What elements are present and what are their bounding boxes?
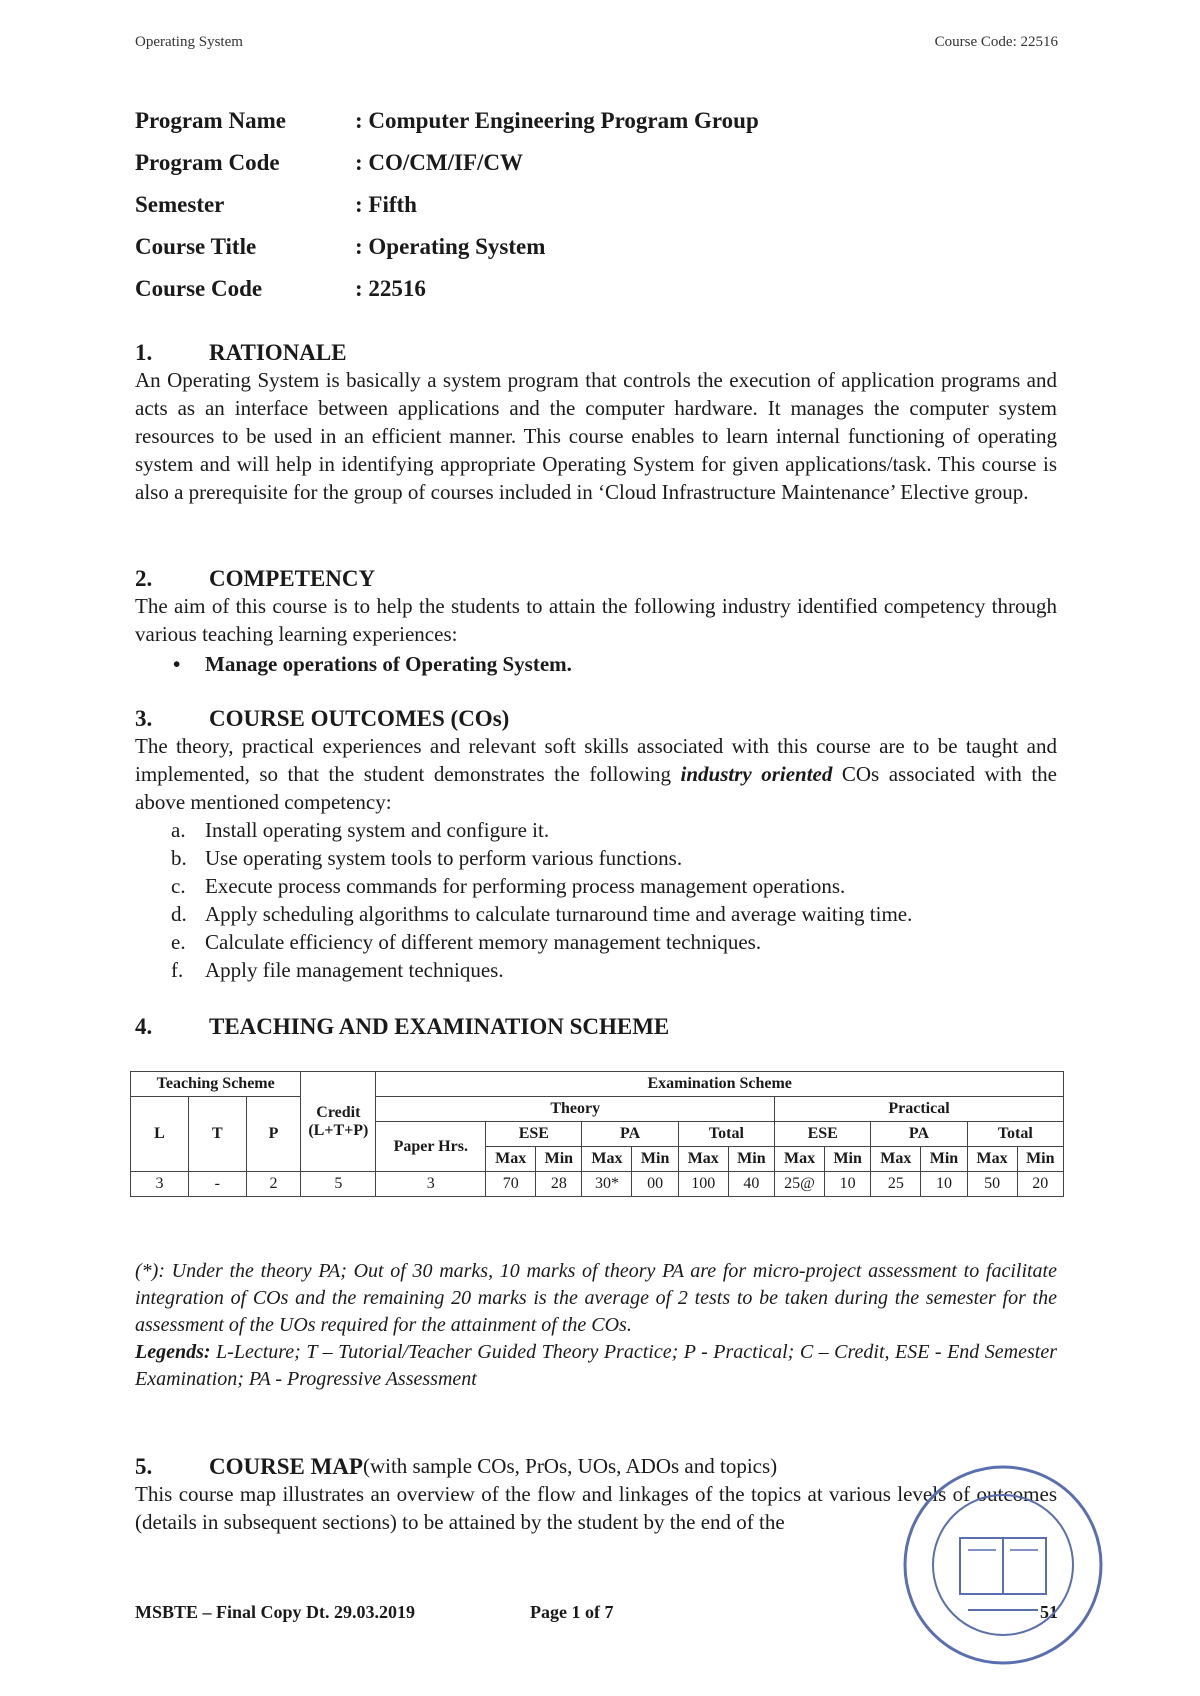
table-cell: 20 bbox=[1017, 1172, 1063, 1197]
table-cell: 10 bbox=[825, 1172, 871, 1197]
section-title: COMPETENCY bbox=[209, 566, 376, 591]
min-header: Min bbox=[632, 1147, 678, 1172]
min-header: Min bbox=[728, 1147, 774, 1172]
item-text: Apply scheduling algorithms to calculate turnaround time and average waiting time. bbox=[205, 902, 913, 926]
legends bbox=[135, 1339, 1057, 1393]
info-label: Course Title bbox=[135, 234, 257, 259]
item-text: Apply file management techniques. bbox=[205, 958, 504, 982]
footer-sheet-number: 51 bbox=[1040, 1602, 1058, 1622]
theory-ese-header: ESE bbox=[486, 1122, 582, 1147]
table-cell: 00 bbox=[632, 1172, 678, 1197]
list-item bbox=[171, 844, 1057, 872]
table-cell: 3 bbox=[376, 1172, 486, 1197]
section-title: COURSE OUTCOMES (COs) bbox=[209, 706, 510, 731]
legends-label: Legends: bbox=[135, 1341, 211, 1363]
section-title: RATIONALE bbox=[209, 340, 347, 365]
list-item bbox=[171, 928, 1057, 956]
scheme-notes bbox=[135, 1258, 1057, 1393]
competency-bullet bbox=[173, 652, 1057, 677]
item-text: Install operating system and configure it. bbox=[205, 818, 550, 842]
section-scheme-heading bbox=[135, 1014, 1057, 1040]
section-heading bbox=[135, 1014, 1057, 1040]
info-value: : CO/CM/IF/CW bbox=[355, 150, 524, 175]
info-row-program-name bbox=[135, 100, 759, 142]
section-number: 1. bbox=[135, 340, 153, 365]
board-seal-icon bbox=[898, 1460, 1108, 1670]
max-header: Max bbox=[967, 1147, 1017, 1172]
item-letter: a. bbox=[171, 818, 186, 842]
info-label: Program Name bbox=[135, 108, 286, 133]
paper-hrs-header: Paper Hrs. bbox=[376, 1122, 486, 1172]
teaching-scheme-header: Teaching Scheme bbox=[131, 1072, 301, 1097]
running-header-right: Course Code: 22516 bbox=[934, 34, 1058, 50]
outcomes-list bbox=[135, 816, 1057, 984]
outcomes-intro bbox=[135, 732, 1057, 816]
table-cell: 70 bbox=[486, 1172, 536, 1197]
item-letter: f. bbox=[171, 958, 184, 982]
table-cell: 10 bbox=[921, 1172, 967, 1197]
section-heading bbox=[135, 706, 1057, 732]
section-title-suffix: (with sample COs, PrOs, UOs, ADOs and topics) bbox=[362, 1454, 778, 1478]
section-course-outcomes bbox=[135, 706, 1057, 984]
min-header: Min bbox=[536, 1147, 582, 1172]
max-header: Max bbox=[486, 1147, 536, 1172]
item-letter: c. bbox=[171, 874, 186, 898]
info-row-semester bbox=[135, 184, 759, 226]
info-label: Program Code bbox=[135, 150, 280, 175]
l-header: L bbox=[131, 1097, 189, 1172]
list-item bbox=[171, 872, 1057, 900]
section-number: 4. bbox=[135, 1014, 153, 1039]
section-rationale bbox=[135, 340, 1057, 506]
table-cell: 2 bbox=[246, 1172, 301, 1197]
min-header: Min bbox=[921, 1147, 967, 1172]
table-cell: 25@ bbox=[775, 1172, 825, 1197]
legends-text: L-Lecture; T – Tutorial/Teacher Guided Theory Practice; P - Practical; C – Credit, ESE - End Semester Examination; PA - Progressive Assessment bbox=[135, 1341, 1057, 1390]
max-header: Max bbox=[775, 1147, 825, 1172]
section-heading bbox=[135, 566, 1057, 592]
info-row-course-code bbox=[135, 268, 759, 310]
section-number: 3. bbox=[135, 706, 153, 731]
info-row-program-code bbox=[135, 142, 759, 184]
table-cell: 5 bbox=[301, 1172, 376, 1197]
practical-header: Practical bbox=[775, 1097, 1064, 1122]
credit-header: Credit (L+T+P) bbox=[301, 1072, 376, 1172]
list-item bbox=[171, 900, 1057, 928]
item-letter: d. bbox=[171, 902, 187, 926]
info-row-course-title bbox=[135, 226, 759, 268]
competency-text: The aim of this course is to help the students to attain the following industry identified competency through various teaching learning experiences: bbox=[135, 594, 1057, 646]
info-label: Semester bbox=[135, 192, 225, 217]
max-header: Max bbox=[871, 1147, 921, 1172]
outcomes-intro-after: COs associated with the above mentioned competency: bbox=[135, 762, 1057, 814]
bullet-icon: • bbox=[173, 652, 181, 676]
list-item bbox=[171, 816, 1057, 844]
list-item bbox=[171, 956, 1057, 984]
table-cell: 50 bbox=[967, 1172, 1017, 1197]
table-cell: 25 bbox=[871, 1172, 921, 1197]
p-header: P bbox=[246, 1097, 301, 1172]
t-header: T bbox=[188, 1097, 246, 1172]
theory-total-header: Total bbox=[678, 1122, 774, 1147]
item-letter: b. bbox=[171, 846, 187, 870]
table-row bbox=[131, 1172, 1064, 1197]
course-map-text: This course map illustrates an overview of the flow and linkages of the topics at various levels of outcomes (details in subsequent sections) to be attained by the student by the end of the bbox=[135, 1482, 1057, 1534]
exam-scheme-header: Examination Scheme bbox=[376, 1072, 1064, 1097]
item-text: Calculate efficiency of different memory management techniques. bbox=[205, 930, 762, 954]
table-cell: 28 bbox=[536, 1172, 582, 1197]
item-text: Execute process commands for performing process management operations. bbox=[205, 874, 846, 898]
theory-header: Theory bbox=[376, 1097, 775, 1122]
info-value: : Computer Engineering Program Group bbox=[355, 108, 759, 133]
table-cell: 3 bbox=[131, 1172, 189, 1197]
info-label: Course Code bbox=[135, 276, 263, 301]
info-value: : 22516 bbox=[355, 276, 426, 301]
table-cell: 30* bbox=[582, 1172, 632, 1197]
theory-pa-header: PA bbox=[582, 1122, 678, 1147]
section-competency bbox=[135, 566, 1057, 677]
section-title: TEACHING AND EXAMINATION SCHEME bbox=[209, 1014, 670, 1039]
item-text: Use operating system tools to perform various functions. bbox=[205, 846, 683, 870]
min-header: Min bbox=[825, 1147, 871, 1172]
outcomes-intro-emphasis: industry oriented bbox=[680, 762, 833, 786]
min-header: Min bbox=[1017, 1147, 1063, 1172]
section-heading bbox=[135, 340, 1057, 366]
max-header: Max bbox=[678, 1147, 728, 1172]
outcomes-intro-before: The theory, practical experiences and relevant soft skills associated with this course are to be taught and implemented, so that the student demonstrates the following bbox=[135, 734, 1057, 786]
item-letter: e. bbox=[171, 930, 186, 954]
section-number: 2. bbox=[135, 566, 153, 591]
pa-footnote: (*): Under the theory PA; Out of 30 marks, 10 marks of theory PA are for micro-project assessment to facilitate integration of COs and the remaining 20 marks is the average of 2 tests to be taken during the semester for the assessment of the UOs required for the attainment of the COs. bbox=[135, 1260, 1057, 1336]
practical-total-header: Total bbox=[967, 1122, 1063, 1147]
table-cell: - bbox=[188, 1172, 246, 1197]
scheme-table bbox=[130, 1071, 1064, 1197]
section-number: 5. bbox=[135, 1454, 153, 1479]
course-info bbox=[135, 100, 759, 310]
info-value: : Operating System bbox=[355, 234, 546, 259]
practical-ese-header: ESE bbox=[775, 1122, 871, 1147]
table-cell: 40 bbox=[728, 1172, 774, 1197]
max-header: Max bbox=[582, 1147, 632, 1172]
bullet-text: Manage operations of Operating System. bbox=[205, 652, 572, 676]
footer-page-number: Page 1 of 7 bbox=[530, 1602, 614, 1622]
practical-pa-header: PA bbox=[871, 1122, 967, 1147]
footer-left: MSBTE – Final Copy Dt. 29.03.2019 bbox=[135, 1602, 416, 1622]
info-value: : Fifth bbox=[355, 192, 417, 217]
table-cell: 100 bbox=[678, 1172, 728, 1197]
rationale-text: An Operating System is basically a system program that controls the execution of application programs and acts as an interface between applications and the computer hardware. It manages the computer system resources to be used in an efficient manner. This course enables to learn internal functioning of operating system and will help in identifying appropriate Operating System for given applications/task. This course is also a prerequisite for the group of courses included in ‘Cloud Infrastructure Maintenance’ Elective group. bbox=[135, 368, 1057, 504]
running-header-left: Operating System bbox=[135, 34, 243, 50]
section-title: COURSE MAP bbox=[209, 1454, 363, 1479]
